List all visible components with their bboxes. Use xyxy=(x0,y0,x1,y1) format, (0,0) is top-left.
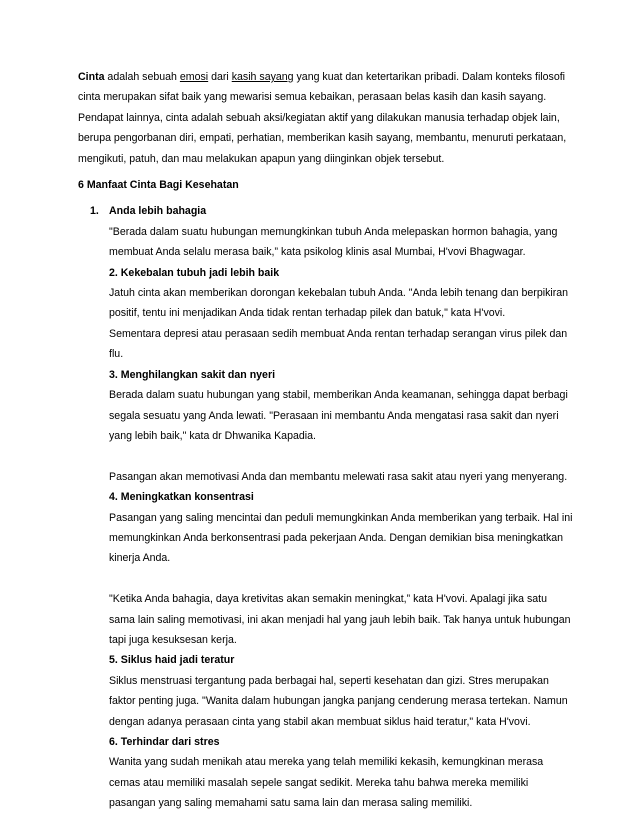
benefit-5-text: Siklus menstruasi tergantung pada berbagai hal, seperti kesehatan dan gizi. Stres merupakan faktor penting juga. "Wanita dalam hubungan jangka panjang cenderung merasa tertekan. Namun dengan adanya perasaan cinta yang stabil akan membuat siklus haid teratur," kata H'vovi. xyxy=(109,674,568,728)
blank-line xyxy=(109,446,573,466)
benefit-3-text-2: Pasangan akan memotivasi Anda dan membantu melewati rasa sakit atau nyeri yang menyerang. xyxy=(109,470,568,483)
intro-paragraph: Cinta adalah sebuah emosi dari kasih sayang yang kuat dan ketertarikan pribadi. Dalam konteks filosofi cinta merupakan sifat baik yang mewarisi semua kebaikan, perasaan belas kasih dan kasih sayang. Pendapat lainnya, cinta adalah sebuah aksi/kegiatan aktif yang dilakukan manusia terhadap objek lain, berupa pengorbanan diri, empati, perhatian, memberikan kasih sayang, membantu, menuruti perkataan, mengikuti, patuh, dan mau melakukan apapun yang diinginkan objek tersebut. xyxy=(78,71,567,165)
link-emosi[interactable]: emosi xyxy=(179,71,209,83)
benefit-1-title: Anda lebih bahagia xyxy=(109,205,207,218)
benefit-3-title: 3. Menghilangkan sakit dan nyeri xyxy=(109,368,276,381)
intro-term: Cinta xyxy=(78,71,105,83)
benefit-6-title: 6. Terhindar dari stres xyxy=(109,735,220,748)
benefit-2-title: 2. Kekebalan tubuh jadi lebih baik xyxy=(109,266,280,279)
section-title: 6 Manfaat Cinta Bagi Kesehatan xyxy=(78,179,239,192)
benefit-1-text: "Berada dalam suatu hubungan memungkinkan tubuh Anda melepaskan hormon bahagia, yang membuat Anda selalu merasa baik,” kata psikolog klinis asal Mumbai, H'vovi Bhagwagar. xyxy=(109,225,558,259)
benefit-5-title: 5. Siklus haid jadi teratur xyxy=(109,654,235,667)
list-number: 1. xyxy=(90,205,99,218)
blank-line xyxy=(109,569,573,589)
benefit-3-text: Berada dalam suatu hubungan yang stabil, memberikan Anda keamanan, sehingga dapat berbagi segala sesuatu yang Anda lewati. "Perasaan ini membantu Anda mengatasi rasa sakit dan nyeri yang lebih baik," kata dr Dhwanika Kapadia. xyxy=(109,389,568,442)
benefits-list xyxy=(78,201,573,813)
benefit-4-text-2: "Ketika Anda bahagia, daya kretivitas akan semakin meningkat,” kata H'vovi. Apalagi jika satu sama lain saling memotivasi, ini akan menjadi hal yang jauh lebih baik. Tak hanya untuk hubungan tapi juga kesuksesan kerja. xyxy=(109,593,571,646)
benefit-4-title: 4. Meningkatkan konsentrasi xyxy=(109,491,254,504)
link-kasih-sayang[interactable]: kasih sayang xyxy=(231,71,294,83)
document-page xyxy=(78,67,573,814)
benefit-6-text: Wanita yang sudah menikah atau mereka yang telah memiliki kekasih, kemungkinan merasa cemas atau memiliki masalah sepele sangat sedikit. Mereka tahu bahwa mereka memiliki pasangan yang saling memahami satu sama lain dan merasa saling memiliki. xyxy=(109,756,544,810)
benefit-4-text: Pasangan yang saling mencintai dan peduli memungkinkan Anda memberikan yang terbaik. Hal ini memungkinkan Anda berkonsentrasi pada pekerjaan Anda. Dengan demikian bisa meningkatkan kinerja Anda. xyxy=(109,511,573,565)
benefit-2-text-2: Sementara depresi atau perasaan sedih membuat Anda rentan terhadap serangan virus pilek dan flu. xyxy=(109,327,568,361)
benefit-2-text: Jatuh cinta akan memberikan dorongan kekebalan tubuh Anda. "Anda lebih tenang dan berpikiran positif, tentu ini menjadikan Anda tidak rentan terhadap pilek dan batuk," kata H'vovi. xyxy=(109,287,569,320)
